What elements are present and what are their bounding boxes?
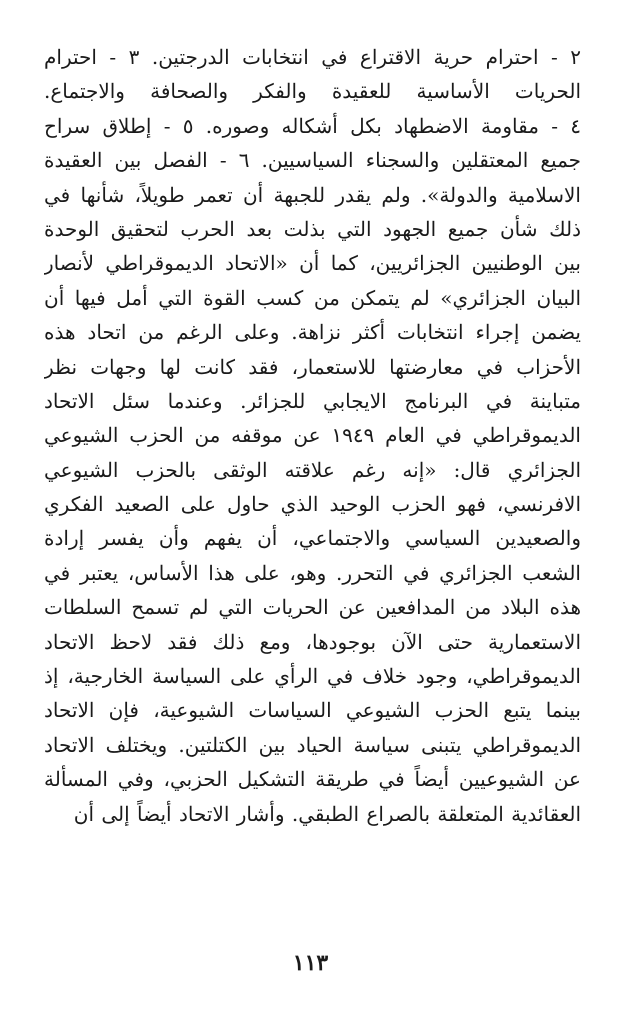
text-line: الحريات الأساسية للعقيدة والفكر والصحافة والاجتماع.: [44, 79, 581, 104]
text-line: والصعيدين السياسي والاجتماعي، أن يفهم وأن يفسر إرادة: [44, 526, 581, 551]
text-line: الديموقراطي يتبنى سياسة الحياد بين الكتلتين. ويختلف الاتحاد: [44, 732, 581, 757]
text-line: الديموقراطي في العام ١٩٤٩ عن موقفه من الحزب الشيوعي: [44, 423, 581, 448]
text-line: ٢ - احترام حرية الاقتراع في انتخابات الدرجتين. ٣ - احترام: [44, 45, 581, 69]
text-line: العقائدية المتعلقة بالصراع الطبقي. وأشار الاتحاد أيضاً إلى أن: [73, 801, 581, 826]
text-line: الديموقراطي، وجود خلاف في الرأي على السياسة الخارجية، إذ: [44, 664, 581, 689]
text-line: الاستعمارية حتى الآن بوجودها، ومع ذلك فقد لاحظ الاتحاد: [44, 629, 581, 654]
text-line: عن الشيوعيين أيضاً في طريقة التشكيل الحزبي، وفي المسألة: [44, 767, 581, 792]
text-line: يضمن إجراء انتخابات أكثر نزاهة. وعلى الرغم من اتحاد هذه: [44, 320, 581, 345]
text-line: الجزائري قال: «إنه رغم علاقته الوثقى بالحزب الشيوعي: [44, 457, 581, 482]
text-line: الشعب الجزائري في التحرر. وهو، على هذا الأساس، يعتبر في: [44, 560, 581, 585]
text-line: بين الوطنيين الجزائريين، كما أن «الاتحاد الديموقراطي لأنصار: [44, 251, 581, 276]
text-line: ٤ - مقاومة الاضطهاد بكل أشكاله وصوره. ٥ - إطلاق سراح: [44, 113, 581, 138]
body-text: [44, 40, 581, 831]
text-line: متباينة في البرنامج الايجابي للجزائر. وعندما سئل الاتحاد: [44, 388, 581, 413]
text-line: جميع المعتقلين والسجناء السياسيين. ٦ - الفصل بين العقيدة: [44, 148, 581, 173]
text-line: هذه البلاد من المدافعين عن الحريات التي لم تسمح السلطات: [44, 595, 581, 620]
text-line: بينما يتبع الحزب الشيوعي السياسات الشيوعية، فإن الاتحاد: [44, 698, 581, 723]
text-line: البيان الجزائري» لم يتمكن من كسب القوة التي أمل فيها أن: [44, 285, 581, 310]
text-line: الأحزاب في معارضتها للاستعمار، فقد كانت لها وجهات نظر: [44, 354, 581, 379]
text-line: الاسلامية والدولة». ولم يقدر للجبهة أن تعمر طويلاً، شأنها في: [44, 182, 581, 207]
text-line: الافرنسي، فهو الحزب الوحيد الذي حاول على الصعيد الفكري: [44, 492, 581, 517]
text-line: ذلك شأن جميع الجهود التي بذلت بعد الحرب لتحقيق الوحدة: [44, 216, 581, 241]
page-number: ١١٣: [292, 950, 329, 976]
